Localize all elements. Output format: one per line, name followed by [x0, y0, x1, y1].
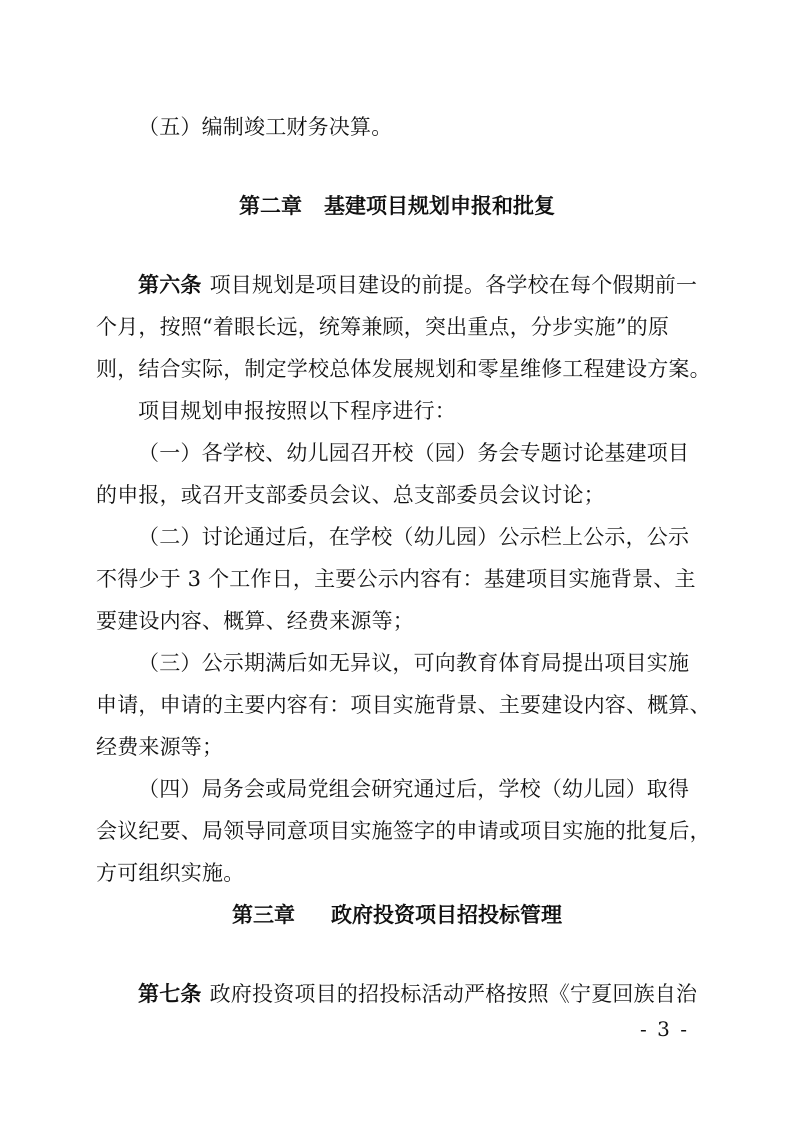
article-seven-text: 政府投资项目的招投标活动严格按照《宁夏回族自治: [209, 982, 698, 1006]
article-seven-label: 第七条: [138, 982, 202, 1006]
chapter-three-heading: [0, 901, 794, 929]
paragraph-line: 要建设内容、概算、经费来源等；: [96, 609, 414, 633]
chapter-number: 第三章: [232, 903, 295, 927]
paragraph-line: 个月，按照“着眼长远，统筹兼顾，突出重点，分步实施”的原: [96, 315, 670, 339]
paragraph-line: （一）各学校、幼儿园召开校（园）务会专题讨论基建项目: [138, 441, 690, 465]
paragraph-line: 申请，申请的主要内容有：项目实施背景、主要建设内容、概算、: [96, 693, 711, 717]
chapter-two-heading: [0, 192, 794, 220]
article-seven-line: [138, 980, 699, 1008]
paragraph-line: 项目规划申报按照以下程序进行：: [138, 399, 456, 423]
paragraph-line: （五）编制竣工财务决算。: [138, 115, 393, 139]
paragraph-line: （三）公示期满后如无异议，可向教育体育局提出项目实施: [138, 651, 690, 675]
article-six-text: 项目规划是项目建设的前提。各学校在每个假期前一: [209, 273, 698, 297]
paragraph-line: 会议纪要、局领导同意项目实施签字的申请或项目实施的批复后，: [96, 819, 711, 843]
page-number: - 3 -: [640, 1017, 689, 1041]
paragraph-line: 不得少于 3 个工作日，主要公示内容有：基建项目实施背景、主: [96, 567, 696, 591]
paragraph-line: 方可组织实施。: [96, 861, 245, 885]
chapter-number: 第二章: [239, 194, 302, 218]
paragraph-line: 则，结合实际，制定学校总体发展规划和零星维修工程建设方案。: [96, 357, 711, 381]
article-six-line: [138, 271, 699, 299]
chapter-title: 政府投资项目招投标管理: [331, 903, 562, 927]
article-six-label: 第六条: [138, 273, 202, 297]
paragraph-line: 的申报，或召开支部委员会议、总支部委员会议讨论；: [96, 483, 605, 507]
paragraph-line: 经费来源等；: [96, 735, 224, 759]
chapter-title: 基建项目规划申报和批复: [324, 194, 555, 218]
paragraph-line: （四）局务会或局党组会研究通过后，学校（幼儿园）取得: [138, 777, 690, 801]
paragraph-line: （二）讨论通过后，在学校（幼儿园）公示栏上公示，公示: [138, 525, 690, 549]
